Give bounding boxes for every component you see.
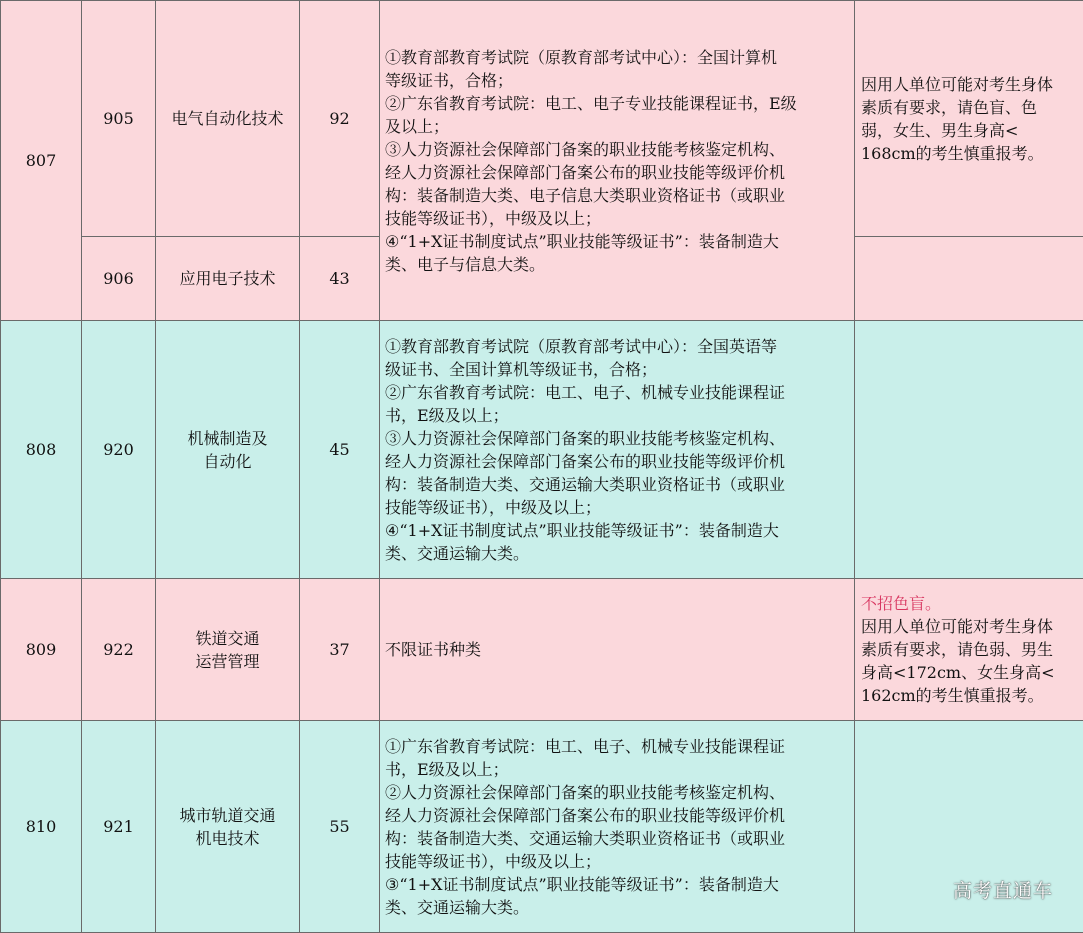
certificate-requirements: 不限证书种类 xyxy=(380,579,855,721)
remarks xyxy=(855,321,1083,579)
plan-count: 43 xyxy=(300,237,380,321)
table-row xyxy=(1,721,1083,933)
certificate-requirements: ①广东省教育考试院：电工、电子、机械专业技能课程证 书，E级及以上； ②人力资源社会保障部门备案的职业技能考核鉴定机构、 经人力资源社会保障部门备案公布的职业技能等级评价机 构：装备制造大类、交通运输大类职业资格证书（或职业 技能等级证书），中级及以上； ③“1+X证书制度试点”职业技能等级证书”：装备制造大 类、交通运输大类。 xyxy=(380,721,855,933)
plan-count: 92 xyxy=(300,1,380,237)
plan-count: 55 xyxy=(300,721,380,933)
major-code: 922 xyxy=(82,579,156,721)
remarks: 因用人单位可能对考生身体 素质有要求，请色盲、色 弱，女生、男生身高< 168cm的考生慎重报考。 xyxy=(855,1,1083,237)
certificate-requirements: ①教育部教育考试院（原教育部考试中心）：全国计算机 等级证书，合格； ②广东省教育考试院：电工、电子专业技能课程证书，E级 及以上； ③人力资源社会保障部门备案的职业技能考核鉴定机构、 经人力资源社会保障部门备案公布的职业技能等级评价机 构：装备制造大类、电子信息大类职业资格证书（或职业 技能等级证书），中级及以上； ④“1+X证书制度试点”职业技能等级证书”：装备制造大 类、电子与信息大类。 xyxy=(380,1,855,321)
group-code: 807 xyxy=(1,1,82,321)
major-name: 城市轨道交通 机电技术 xyxy=(156,721,300,933)
major-code: 905 xyxy=(82,1,156,237)
table-row xyxy=(1,1,1083,237)
major-name: 电气自动化技术 xyxy=(156,1,300,237)
table-row xyxy=(1,321,1083,579)
major-name: 铁道交通 运营管理 xyxy=(156,579,300,721)
plan-count: 45 xyxy=(300,321,380,579)
group-code: 810 xyxy=(1,721,82,933)
major-code: 906 xyxy=(82,237,156,321)
watermark: 高考直通车 xyxy=(953,876,1053,903)
group-code: 808 xyxy=(1,321,82,579)
table-row xyxy=(1,579,1083,721)
major-code: 921 xyxy=(82,721,156,933)
major-name: 机械制造及 自动化 xyxy=(156,321,300,579)
major-code: 920 xyxy=(82,321,156,579)
group-code: 809 xyxy=(1,579,82,721)
plan-count: 37 xyxy=(300,579,380,721)
remarks xyxy=(855,237,1083,321)
remark-warning: 不招色盲。 xyxy=(861,592,1077,615)
remarks: 不招色盲。 因用人单位可能对考生身体 素质有要求，请色弱、男生 身高<172cm、女生身高< 162cm的考生慎重报考。 xyxy=(855,579,1083,721)
certificate-requirements: ①教育部教育考试院（原教育部考试中心）：全国英语等 级证书、全国计算机等级证书，合格； ②广东省教育考试院：电工、电子、机械专业技能课程证 书，E级及以上； ③人力资源社会保障部门备案的职业技能考核鉴定机构、 经人力资源社会保障部门备案公布的职业技能等级评价机 构：装备制造大类、交通运输大类职业资格证书（或职业 技能等级证书），中级及以上； ④“1+X证书制度试点”职业技能等级证书”：装备制造大 类、交通运输大类。 xyxy=(380,321,855,579)
major-name: 应用电子技术 xyxy=(156,237,300,321)
